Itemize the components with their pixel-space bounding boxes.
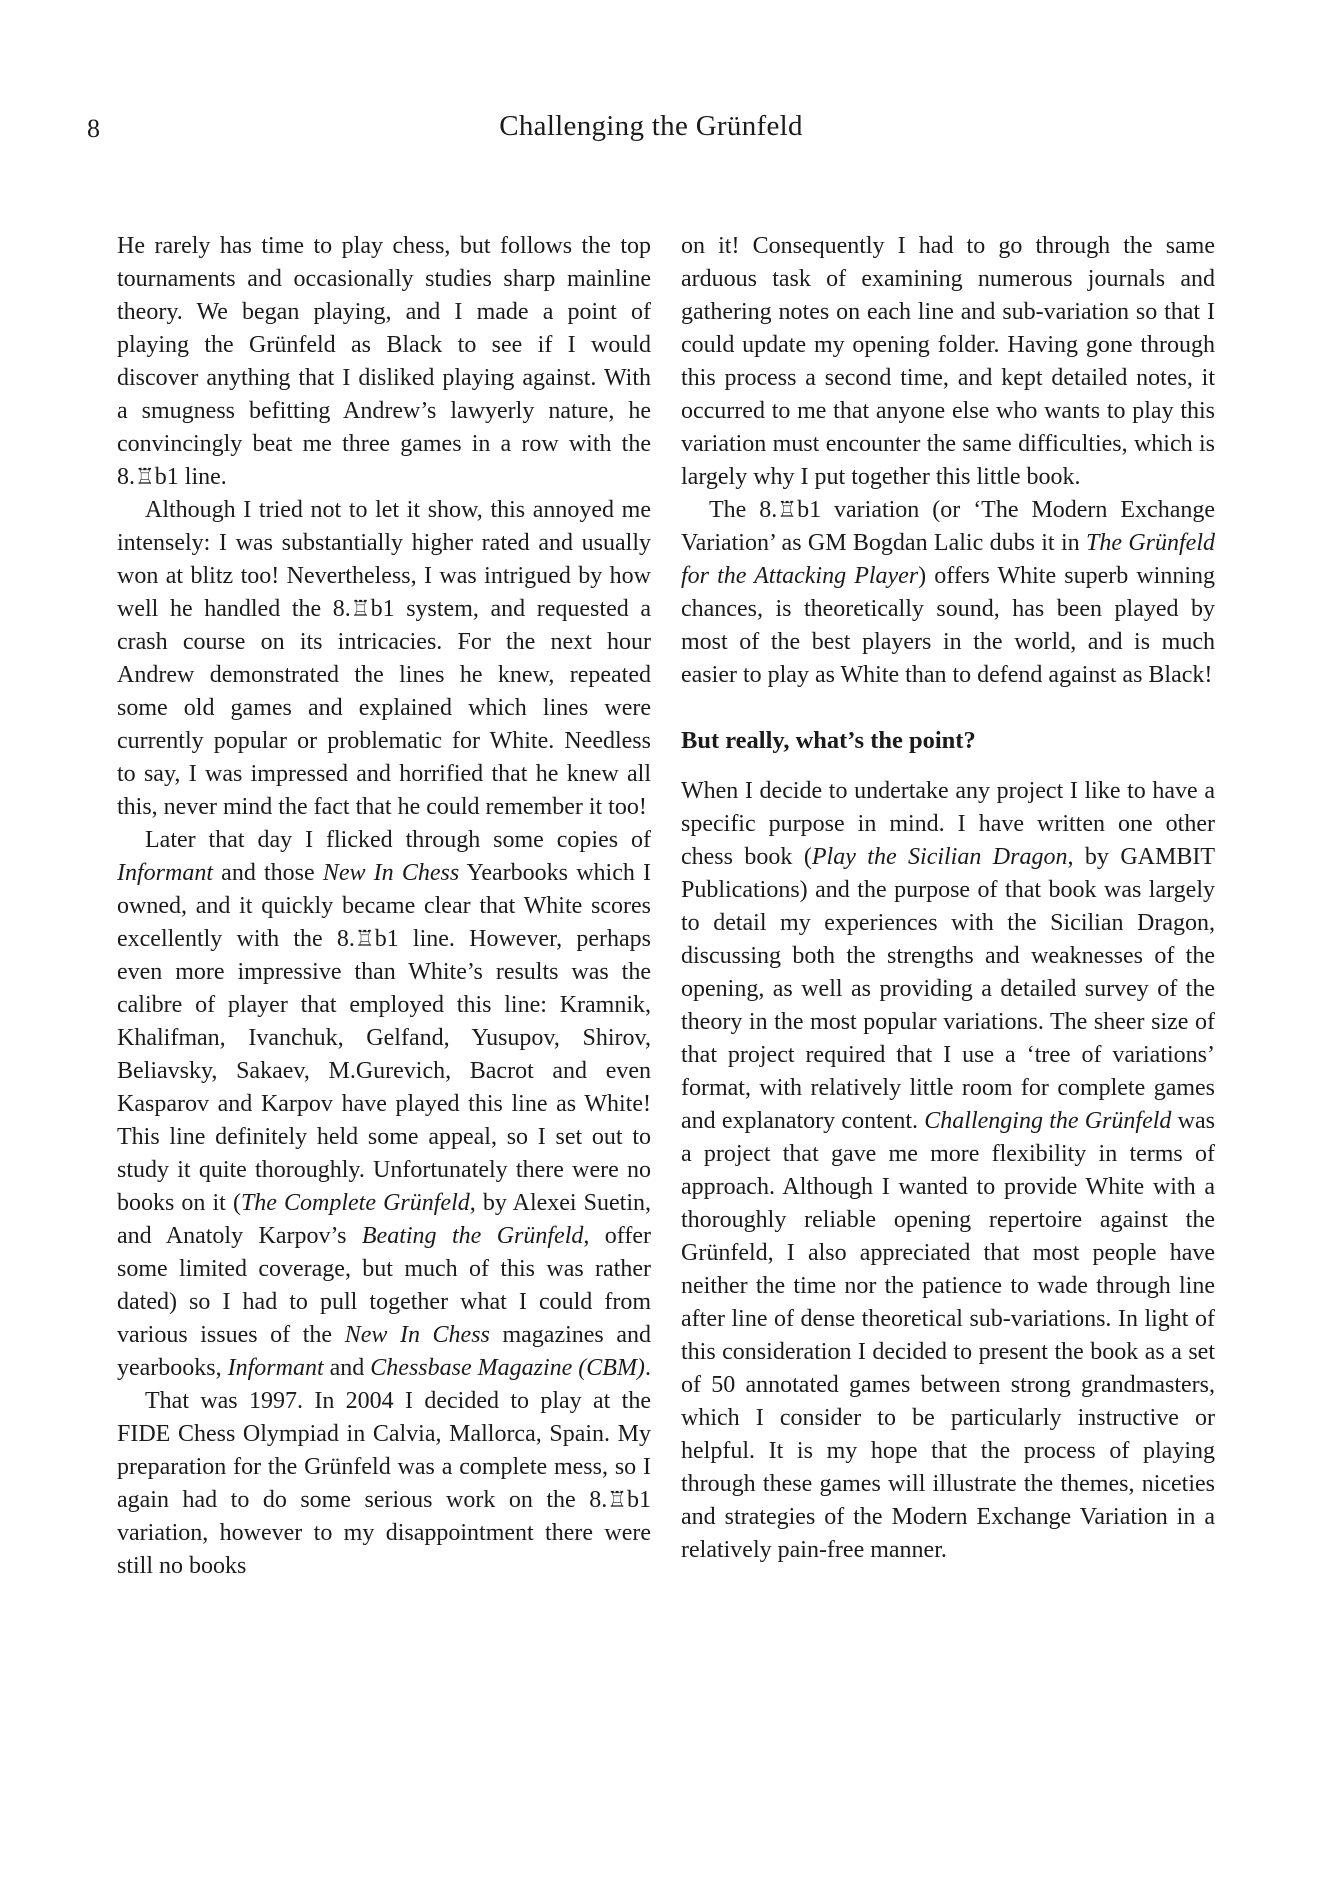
paragraph: Although I tried not to let it show, this annoyed me intensely: I was substantially higher rated and usually won at blitz too! Nevertheless, I was intrigued by how well he handled the 8.♖b1 system, and requested a crash course on its intricacies. For the next hour Andrew demonstrated the lines he knew, repeated some old games and explained which lines were currently popular or problematic for White. Needless to say, I was impressed and horrified that he knew all this, never mind the fact that he could remember it too!: [117, 497, 651, 820]
italic-text: Chessbase Magazine (CBM): [370, 1355, 645, 1381]
italic-text: The Complete Grünfeld: [240, 1190, 470, 1216]
left-column: [117, 230, 651, 1583]
paragraph: He rarely has time to play chess, but follows the top tournaments and occasionally studies sharp mainline theory. We began playing, and I made a point of playing the Grünfeld as Black to see if I would discover anything that I disliked playing against. With a smugness befitting Andrew’s lawyerly nature, he convincingly beat me three games in a row with the 8.♖b1 line.: [117, 233, 651, 490]
white-rook-icon: ♖: [354, 927, 375, 952]
running-title: Challenging the Grünfeld: [499, 110, 803, 142]
italic-text: Informant: [227, 1355, 324, 1381]
italic-text: Informant: [117, 860, 213, 886]
italic-text: Challenging the Grünfeld: [924, 1108, 1172, 1134]
white-rook-icon: ♖: [350, 597, 371, 622]
page-content: [117, 230, 1215, 1583]
italic-text: The Grünfeld for the Attacking Player: [681, 530, 1215, 589]
italic-text: Play the Sicilian Dragon: [811, 844, 1068, 870]
paragraph: When I decide to undertake any project I like to have a specific purpose in mind. I have written one other chess book (Play the Sicilian Dragon, by GAMBIT Publications) and the purpose of that book was largely to detail my experiences with the Sicilian Dragon, discussing both the strengths and weaknesses of the opening, as well as providing a detailed survey of the theory in the most popular variations. The sheer size of that project required that I use a ‘tree of variations’ format, with relatively little room for complete games and explanatory content. Challenging the Grünfeld was a project that gave me more flexibility in terms of approach. Although I wanted to provide White with a thoroughly reliable opening repertoire against the Grünfeld, I also appreciated that most people have neither the time nor the patience to wade through line after line of dense theoretical sub-variations. In light of this consideration I decided to present the book as a set of 50 annotated games between strong grandmasters, which I consider to be particularly instructive or helpful. It is my hope that the process of playing through these games will illustrate the themes, niceties and strategies of the Modern Exchange Variation in a relatively pain-free manner.: [681, 778, 1216, 1563]
paragraph: That was 1997. In 2004 I decided to play at the FIDE Chess Olympiad in Calvia, Mallorca, Spain. My preparation for the Grünfeld was a complete mess, so I again had to do some serious work on the 8.♖b1 variation, however to my disappointment there were still no books: [117, 1388, 651, 1579]
page-header: [87, 108, 1215, 152]
right-column: [681, 230, 1215, 1583]
italic-text: New In Chess: [344, 1322, 490, 1348]
white-rook-icon: ♖: [135, 465, 155, 490]
page-number: 8: [87, 114, 100, 143]
paragraph: The 8.♖b1 variation (or ‘The Modern Exchange Variation’ as GM Bogdan Lalic dubs it in The Grünfeld for the Attacking Player) offers White superb winning chances, is theoretically sound, has been played by most of the best players in the world, and is much easier to play as White than to defend against as Black!: [681, 497, 1215, 688]
white-rook-icon: ♖: [607, 1488, 627, 1513]
italic-text: Beating the Grünfeld: [361, 1223, 584, 1249]
paragraph: on it! Consequently I had to go through the same arduous task of examining numerous journals and gathering notes on each line and sub-variation so that I could update my opening folder. Having gone through this process a second time, and kept detailed notes, it occurred to me that anyone else who wants to play this variation must encounter the same difficulties, which is largely why I put together this little book.: [681, 233, 1215, 490]
white-rook-icon: ♖: [777, 498, 798, 523]
paragraph: Later that day I flicked through some copies of Informant and those New In Chess Yearbooks which I owned, and it quickly became clear that White scores excellently with the 8.♖b1 line. However, perhaps even more impressive than White’s results was the calibre of player that employed this line: Kramnik, Khalifman, Ivanchuk, Gelfand, Yusupov, Shirov, Beliavsky, Sakaev, M.Gurevich, Bacrot and even Kasparov and Karpov have played this line as White! This line definitely held some appeal, so I set out to study it quite thoroughly. Unfortunately there were no books on it (The Complete Grünfeld, by Alexei Suetin, and Anatoly Karpov’s Beating the Grünfeld, offer some limited coverage, but much of this was rather dated) so I had to pull together what I could from various issues of the New In Chess magazines and yearbooks, Informant and Chessbase Magazine (CBM).: [117, 827, 652, 1381]
section-heading: But really, what’s the point?: [681, 727, 976, 754]
italic-text: New In Chess: [322, 860, 460, 886]
